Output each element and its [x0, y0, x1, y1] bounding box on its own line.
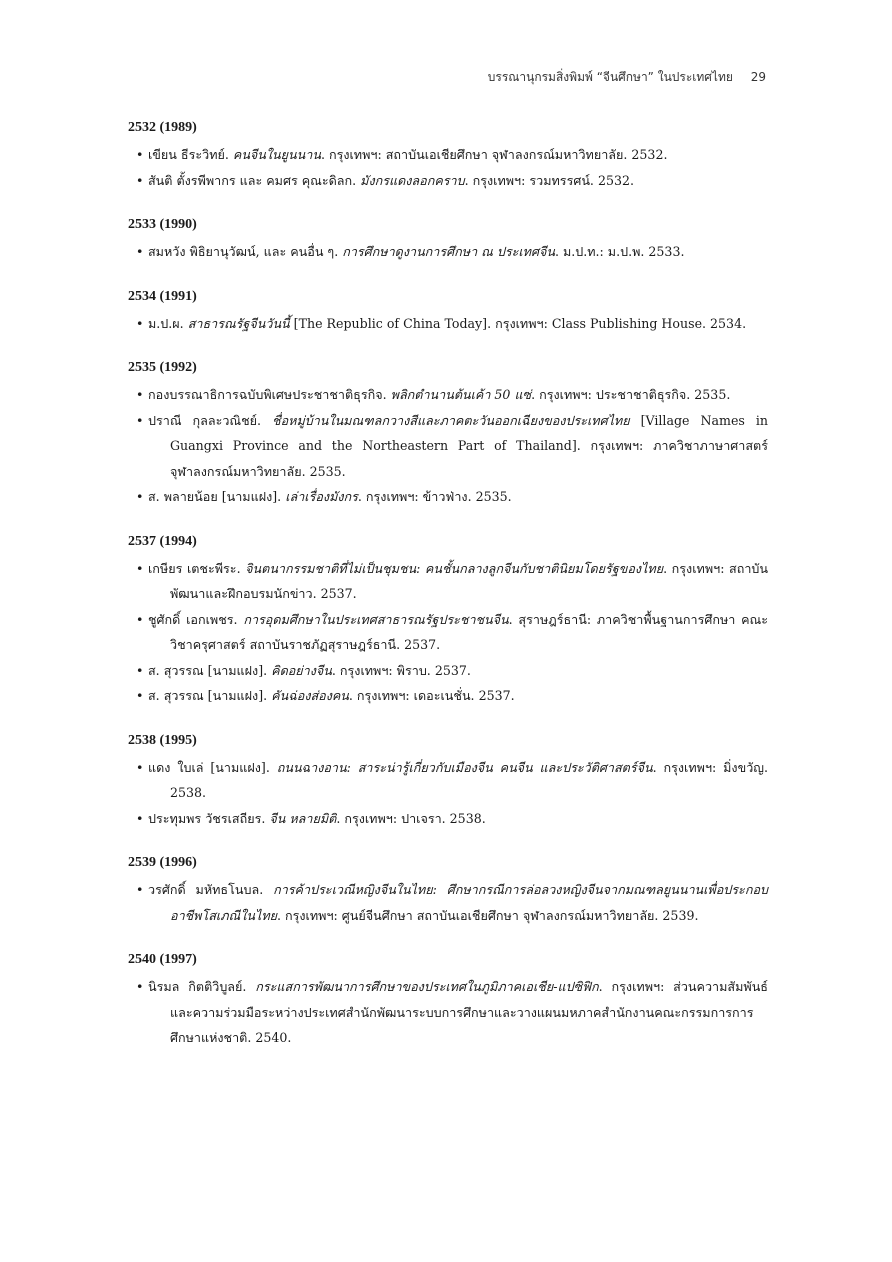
bibliography-entry	[128, 806, 768, 832]
bibliography-entry	[128, 974, 768, 1051]
year-section	[128, 118, 768, 193]
entry-publication: . กรุงเทพฯ: ประชาชาติธุรกิจ. 2535.	[531, 387, 731, 402]
entry-author: กองบรรณาธิการฉบับพิเศษประชาชาติธุรกิจ.	[148, 387, 391, 402]
entry-publication: . กรุงเทพฯ: มิ่งขวัญ. 2538.	[170, 759, 768, 800]
entry-title: จีน หลายมิติ	[269, 810, 337, 826]
bibliography-list	[128, 118, 768, 1073]
bibliography-entry	[128, 408, 768, 485]
year-heading: 2539 (1996)	[128, 855, 197, 870]
year-heading: 2533 (1990)	[128, 217, 197, 232]
year-section	[128, 950, 768, 1051]
entry-list	[128, 877, 768, 928]
entry-publication: . กรุงเทพฯ: รวมทรรศน์. 2532.	[464, 172, 634, 188]
entry-publication: . กรุงเทพฯ: ส่วนความสัมพันธ์และความร่วมมือระหว่างประเทศสำนักพัฒนาระบบการศึกษาและวางแผนมหภาคสำนักงานคณะกรรมการการศึกษาแห่งชาติ. 2540.	[170, 979, 768, 1045]
year-heading: 2532 (1989)	[128, 120, 197, 135]
year-heading: 2538 (1995)	[128, 732, 197, 748]
entry-author: เขียน ธีระวิทย์.	[148, 147, 233, 162]
entry-author: สันติ ตั้งรพีพากร และ คมศร คุณะดิลก.	[148, 172, 361, 188]
entry-author: ประทุมพร วัชรเสถียร.	[148, 810, 270, 826]
entry-title: คิดอย่างจีน	[271, 662, 332, 678]
running-header	[488, 68, 766, 87]
year-section	[128, 287, 768, 337]
entry-publication: . กรุงเทพฯ: พิราบ. 2537.	[331, 662, 471, 678]
bibliography-entry	[128, 607, 768, 658]
bibliography-entry	[128, 239, 768, 265]
entry-title: เล่าเรื่องมังกร	[285, 489, 358, 504]
entry-title: ชื่อหมู่บ้านในมณฑลกวางสีและภาคตะวันออกเฉียงของประเทศไทย	[272, 412, 630, 428]
entry-title: จินตนากรรมชาติที่ไม่เป็นชุมชน: คนชั้นกลางลูกจีนกับชาตินิยมโดยรัฐของไทย	[245, 560, 664, 576]
bibliography-entry	[128, 382, 768, 408]
entry-publication: . กรุงเทพฯ: ปาเจรา. 2538.	[336, 810, 486, 826]
year-section	[128, 853, 768, 928]
bibliography-entry	[128, 311, 768, 337]
entry-publication: [The Republic of China Today]. กรุงเทพฯ: Class Publishing House. 2534.	[289, 315, 747, 331]
year-section	[128, 215, 768, 265]
entry-title: สาธารณรัฐจีนวันนี้	[187, 315, 290, 331]
year-heading: 2537 (1994)	[128, 533, 197, 549]
entry-author: แดง ใบเล่ [นามแฝง].	[148, 759, 277, 775]
year-heading: 2534 (1991)	[128, 288, 197, 304]
bibliography-entry	[128, 168, 768, 194]
entry-title: คนจีนในยูนนาน	[232, 147, 321, 162]
year-heading: 2540 (1997)	[128, 952, 197, 967]
bibliography-entry	[128, 556, 768, 607]
entry-author: เกษียร เตชะพีระ.	[148, 560, 246, 576]
entry-title: กระแสการพัฒนาการศึกษาของประเทศในภูมิภาคเอเชีย-แปซิฟิก	[255, 979, 599, 994]
entry-publication: . กรุงเทพฯ: สถาบันเอเชียศึกษา จุฬาลงกรณ์มหาวิทยาลัย. 2532.	[320, 147, 668, 162]
year-section	[128, 731, 768, 832]
entry-list	[128, 311, 768, 337]
entry-author: วรศักดิ์ มหัทธโนบล.	[148, 882, 274, 897]
entry-author: ปราณี กุลละวณิชย์.	[148, 412, 273, 428]
entry-title: การศึกษาดูงานการศึกษา ณ ประเทศจีน	[342, 244, 555, 259]
entry-author: นิรมล กิตติวิบูลย์.	[148, 979, 256, 994]
entry-list	[128, 382, 768, 510]
entry-author: ส. พลายน้อย [นามแฝง].	[148, 489, 286, 504]
entry-list	[128, 974, 768, 1051]
entry-publication: . ม.ป.ท.: ม.ป.พ. 2533.	[554, 244, 685, 259]
entry-publication: [Village Names in Guangxi Province and the Northeastern Part of Thailand]. กรุงเทพฯ: ภาควิชาภาษาศาสตร์ จุฬาลงกรณ์มหาวิทยาลัย. 2535.	[170, 412, 769, 479]
entry-title: คันฉ่องส่องคน	[271, 688, 349, 703]
entry-title: พลิกตำนานต้นเค้า 50 แซ่	[390, 387, 532, 402]
entry-list	[128, 556, 768, 709]
entry-list	[128, 755, 768, 832]
entry-list	[128, 239, 768, 265]
entry-author: ม.ป.ผ.	[148, 315, 188, 331]
bibliography-entry	[128, 877, 768, 928]
bibliography-entry	[128, 484, 768, 510]
entry-author: สมหวัง พิธิยานุวัฒน์, และ คนอื่น ๆ.	[148, 244, 343, 259]
bibliography-entry	[128, 683, 768, 709]
entry-title: มังกรแดงลอกคราบ	[360, 172, 465, 188]
year-section	[128, 532, 768, 709]
entry-title: ถนนฉางอาน: สาระน่ารู้เกี่ยวกับเมืองจีน คนจีน และประวัติศาสตร์จีน	[276, 759, 653, 775]
entry-publication: . กรุงเทพฯ: สถาบันพัฒนาและฝึกอบรมนักข่าว. 2537.	[170, 560, 768, 601]
entry-publication: . กรุงเทพฯ: ข้าวฟ่าง. 2535.	[357, 489, 512, 504]
running-title: บรรณานุกรมสิ่งพิมพ์ “จีนศึกษา” ในประเทศไทย	[487, 70, 733, 84]
entry-title: การค้าประเวณีหญิงจีนในไทย: ศึกษากรณีการล่อลวงหญิงจีนจากมณฑลยูนนานเพื่อประกอบอาชีพโสเภณีในไทย	[170, 882, 769, 923]
page-number: 29	[750, 70, 766, 84]
entry-publication: . กรุงเทพฯ: เดอะเนชั่น. 2537.	[348, 688, 515, 703]
entry-author: ส. สุวรรณ [นามแฝง].	[148, 662, 272, 678]
entry-list	[128, 142, 768, 193]
year-section	[128, 358, 768, 510]
entry-publication: . กรุงเทพฯ: ศูนย์จีนศึกษา สถาบันเอเชียศึกษา จุฬาลงกรณ์มหาวิทยาลัย. 2539.	[277, 907, 699, 923]
bibliography-entry	[128, 658, 768, 684]
bibliography-entry	[128, 755, 768, 806]
entry-author: ชูศักดิ์ เอกเพชร.	[148, 611, 244, 627]
entry-publication: . สุราษฎร์ธานี: ภาควิชาพื้นฐานการศึกษา คณะวิชาครุศาสตร์ สถาบันราชภัฏสุราษฎร์ธานี. 2537.	[170, 611, 768, 652]
bibliography-entry	[128, 142, 768, 168]
entry-author: ส. สุวรรณ [นามแฝง].	[148, 688, 272, 703]
entry-title: การอุดมศึกษาในประเทศสาธารณรัฐประชาชนจีน	[243, 611, 509, 627]
year-heading: 2535 (1992)	[128, 360, 197, 375]
